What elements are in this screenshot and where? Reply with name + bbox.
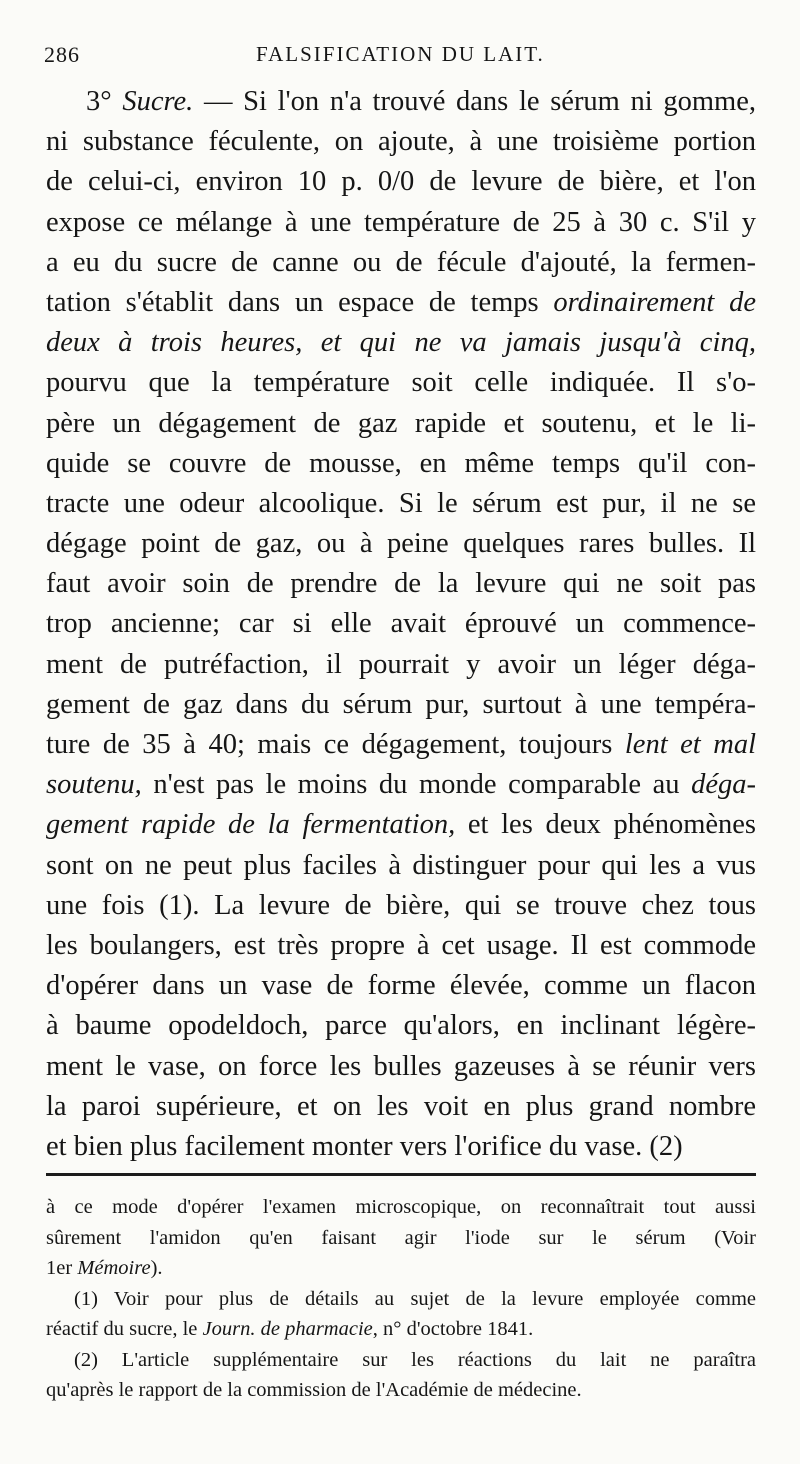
italic-text: Mémoire	[77, 1257, 151, 1279]
text-run: tation s'établit dans un espace de temps	[46, 286, 554, 318]
italic-text: ordinairement de	[553, 286, 756, 318]
text-run: , n° d'octobre 1841.	[372, 1318, 534, 1340]
text-line	[46, 484, 756, 524]
footnote-line	[46, 1314, 756, 1345]
footnote-line	[46, 1253, 756, 1284]
footnote-line	[46, 1284, 756, 1315]
text-line	[46, 323, 756, 363]
text-run: expose ce mélange à une température de 25 à 30 c. S'il y	[46, 206, 756, 238]
running-title: FALSIFICATION DU LAIT.	[256, 42, 545, 66]
italic-text: Journ. de pharmacie	[202, 1318, 373, 1340]
text-run: tracte une odeur alcoolique. Si le sérum est pur, il ne se	[46, 487, 756, 519]
text-run: les boulangers, est très propre à cet usage. Il est commode	[46, 929, 756, 961]
text-line	[46, 1047, 756, 1087]
text-run: de celui-ci, environ 10 p. 0/0 de levure de bière, et l'on	[46, 166, 756, 198]
italic-text: deux à trois heures, et qui ne va jamais jusqu'à cinq,	[46, 327, 756, 359]
page-header	[44, 42, 760, 76]
text-run: pourvu que la température soit celle indiquée. Il s'o-	[46, 367, 756, 399]
text-line	[46, 404, 756, 444]
italic-text: déga-	[691, 769, 756, 801]
italic-text: Sucre.	[122, 86, 194, 117]
text-run: qu'après le rapport de la commission de l'Académie de médecine.	[46, 1379, 582, 1401]
text-run: dégage point de gaz, ou à peine quelques rares bulles. Il	[46, 528, 756, 560]
text-line	[46, 886, 756, 926]
text-line	[46, 1087, 756, 1127]
text-line	[46, 162, 756, 202]
text-line	[46, 846, 756, 886]
text-run: et bien plus facilement monter vers l'orifice du vase. (2)	[46, 1130, 683, 1162]
text-run: 3°	[86, 86, 123, 117]
page-number: 286	[44, 42, 80, 67]
footnote-separator-rule	[46, 1173, 756, 1176]
text-line	[46, 765, 756, 805]
text-line	[46, 524, 756, 564]
footnote-line	[46, 1375, 756, 1406]
text-run: la paroi supérieure, et on les voit en plus grand nombre	[46, 1090, 756, 1122]
footnote-line	[46, 1192, 756, 1223]
text-line	[46, 1127, 756, 1167]
text-line	[46, 604, 756, 644]
text-run: — Si l'on n'a trouvé dans le sérum ni gomme,	[193, 86, 756, 117]
text-run: n'est pas le moins du monde comparable au	[141, 769, 692, 801]
text-run: et les deux phénomènes	[455, 809, 756, 841]
text-run: réactif du sucre, le	[46, 1318, 203, 1340]
text-run: gement de gaz dans du sérum pur, surtout à une tempéra-	[46, 688, 756, 720]
text-line	[46, 243, 756, 283]
text-run: 1er	[46, 1257, 78, 1279]
footnote-line	[46, 1223, 756, 1254]
text-run: d'opérer dans un vase de forme élevée, comme un flacon	[46, 970, 756, 1002]
footnotes	[46, 1192, 756, 1406]
text-run: quide se couvre de mousse, en même temps qu'il con-	[46, 447, 756, 479]
italic-text: soutenu,	[46, 769, 142, 801]
text-run: ment de putréfaction, il pourrait y avoir un léger déga-	[46, 648, 756, 680]
text-run: faut avoir soin de prendre de la levure qui ne soit pas	[46, 568, 756, 600]
text-line	[46, 82, 756, 122]
text-run: ).	[150, 1257, 163, 1279]
text-line	[46, 283, 756, 323]
italic-text: gement rapide de la fermentation,	[46, 809, 456, 841]
text-line	[46, 444, 756, 484]
italic-text: lent et mal	[624, 729, 756, 760]
text-run: a eu du sucre de canne ou de fécule d'ajouté, la fermen-	[46, 246, 756, 278]
text-run: sont on ne peut plus faciles à distinguer pour qui les a vus	[46, 849, 756, 881]
footnote-line	[46, 1345, 756, 1376]
text-run: à ce mode d'opérer l'examen microscopique, on reconnaîtrait tout aussi	[46, 1196, 756, 1218]
text-line	[46, 805, 756, 845]
text-run: ni substance féculente, on ajoute, à une troisième portion	[46, 126, 756, 158]
text-run: ture de 35 à 40; mais ce dégagement, toujours	[46, 729, 625, 760]
text-line	[46, 203, 756, 243]
text-line	[46, 564, 756, 604]
text-run: trop ancienne; car si elle avait éprouvé un commence-	[46, 608, 756, 640]
text-run: (1) Voir pour plus de détails au sujet de la levure employée comme	[74, 1287, 756, 1310]
main-paragraph	[46, 82, 756, 1167]
text-run: père un dégagement de gaz rapide et soutenu, et le li-	[46, 407, 756, 439]
text-line	[46, 966, 756, 1006]
text-line	[46, 645, 756, 685]
text-run: ment le vase, on force les bulles gazeuses à se réunir vers	[46, 1050, 756, 1082]
text-line	[46, 725, 756, 765]
text-line	[46, 1006, 756, 1046]
text-run: sûrement l'amidon qu'en faisant agir l'iode sur le sérum (Voir	[46, 1226, 756, 1249]
text-run: (2) L'article supplémentaire sur les réactions du lait ne paraîtra	[74, 1348, 756, 1371]
text-run: à baume opodeldoch, parce qu'alors, en inclinant légère-	[46, 1010, 756, 1042]
text-line	[46, 926, 756, 966]
text-run: une fois (1). La levure de bière, qui se trouve chez tous	[46, 889, 756, 921]
text-line	[46, 685, 756, 725]
text-line	[46, 363, 756, 403]
text-line	[46, 122, 756, 162]
